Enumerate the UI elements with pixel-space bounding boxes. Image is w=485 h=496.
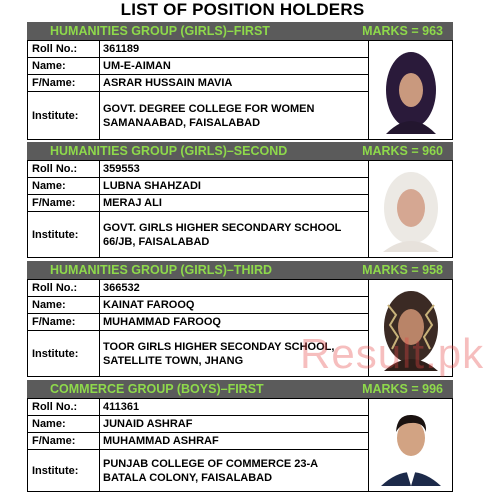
- group-title: HUMANITIES GROUP (GIRLS)–THIRD: [50, 263, 272, 277]
- portrait-hijab-icon: [383, 46, 439, 134]
- position-card-4: [27, 380, 453, 492]
- institute-line-2: SAMANAABAD, FAISALABAD: [103, 116, 261, 129]
- value-fname: ASRAR HUSSAIN MAVIA: [103, 77, 233, 89]
- row-institute: [28, 331, 368, 376]
- label-roll: Roll No.:: [28, 399, 100, 415]
- position-card-2: [27, 142, 453, 260]
- institute-line-1: PUNJAB COLLEGE OF COMMERCE 23-A: [103, 457, 319, 470]
- label-roll: Roll No.:: [28, 41, 100, 57]
- label-roll: Roll No.:: [28, 280, 100, 296]
- label-name: Name:: [28, 297, 100, 313]
- card-header: [27, 22, 453, 40]
- value-fname: MERAJ ALI: [103, 197, 162, 209]
- label-roll: Roll No.:: [28, 161, 100, 177]
- row-name: [28, 297, 368, 314]
- portrait-white-scarf-icon: [379, 166, 443, 252]
- institute-line-2: SATELLITE TOWN, JHANG: [103, 354, 244, 367]
- label-institute: Institute:: [28, 212, 100, 257]
- card-header: [27, 142, 453, 160]
- institute-line-1: TOOR GIRLS HIGHER SECONDAY SCHOOL,: [103, 340, 335, 353]
- card-header: [27, 380, 453, 398]
- student-photo: [368, 161, 452, 257]
- label-fname: F/Name:: [28, 195, 100, 211]
- group-title: HUMANITIES GROUP (GIRLS)–SECOND: [50, 144, 288, 158]
- label-institute: Institute:: [28, 450, 100, 491]
- row-name: [28, 416, 368, 433]
- label-institute: Institute:: [28, 92, 100, 139]
- label-fname: F/Name:: [28, 314, 100, 330]
- institute-line-1: GOVT. GIRLS HIGHER SECONDARY SCHOOL: [103, 221, 342, 234]
- student-photo: [368, 399, 452, 491]
- info-table: [27, 279, 453, 377]
- info-table: [27, 40, 453, 140]
- page-title: LIST OF POSITION HOLDERS: [120, 0, 365, 19]
- student-photo: [368, 41, 452, 139]
- label-fname: F/Name:: [28, 75, 100, 91]
- info-table: [27, 398, 453, 492]
- value-institute: [100, 450, 368, 491]
- value-institute: [100, 212, 368, 257]
- row-institute: [28, 450, 368, 491]
- row-fname: [28, 433, 368, 450]
- portrait-boy-icon: [379, 404, 443, 486]
- value-roll: 359553: [103, 163, 140, 175]
- row-name: [28, 178, 368, 195]
- watermark: Result.pk: [300, 330, 485, 377]
- row-institute: [28, 92, 368, 139]
- row-roll: [28, 280, 368, 297]
- marks: MARKS = 996: [362, 382, 443, 396]
- value-roll: 361189: [103, 43, 140, 55]
- group-title: COMMERCE GROUP (BOYS)–FIRST: [50, 382, 264, 396]
- value-name: LUBNA SHAHZADI: [103, 180, 201, 192]
- marks: MARKS = 963: [362, 24, 443, 38]
- student-photo: [368, 280, 452, 376]
- row-fname: [28, 195, 368, 212]
- info-table: [27, 160, 453, 258]
- value-institute: [100, 92, 368, 139]
- value-fname: MUHAMMAD FAROOQ: [103, 316, 221, 328]
- value-roll: 366532: [103, 282, 140, 294]
- row-institute: [28, 212, 368, 257]
- marks: MARKS = 960: [362, 144, 443, 158]
- label-name: Name:: [28, 416, 100, 432]
- value-name: KAINAT FAROOQ: [103, 299, 195, 311]
- row-roll: [28, 161, 368, 178]
- institute-line-2: BATALA COLONY, FAISALABAD: [103, 471, 273, 484]
- label-institute: Institute:: [28, 331, 100, 376]
- marks: MARKS = 958: [362, 263, 443, 277]
- row-roll: [28, 399, 368, 416]
- label-name: Name:: [28, 178, 100, 194]
- group-title: HUMANITIES GROUP (GIRLS)–FIRST: [50, 24, 270, 38]
- value-name: UM-E-AIMAN: [103, 60, 171, 72]
- position-card-3: [27, 261, 453, 379]
- row-fname: [28, 75, 368, 92]
- row-name: [28, 58, 368, 75]
- row-fname: [28, 314, 368, 331]
- card-header: [27, 261, 453, 279]
- institute-line-2: 66/JB, FAISALABAD: [103, 235, 210, 248]
- value-institute: [100, 331, 368, 376]
- label-name: Name:: [28, 58, 100, 74]
- row-roll: [28, 41, 368, 58]
- portrait-dupatta-icon: [380, 285, 442, 371]
- position-card-1: [27, 22, 453, 142]
- value-roll: 411361: [103, 401, 140, 413]
- value-name: JUNAID ASHRAF: [103, 418, 193, 430]
- institute-line-1: GOVT. DEGREE COLLEGE FOR WOMEN: [103, 102, 315, 115]
- label-fname: F/Name:: [28, 433, 100, 449]
- value-fname: MUHAMMAD ASHRAF: [103, 435, 219, 447]
